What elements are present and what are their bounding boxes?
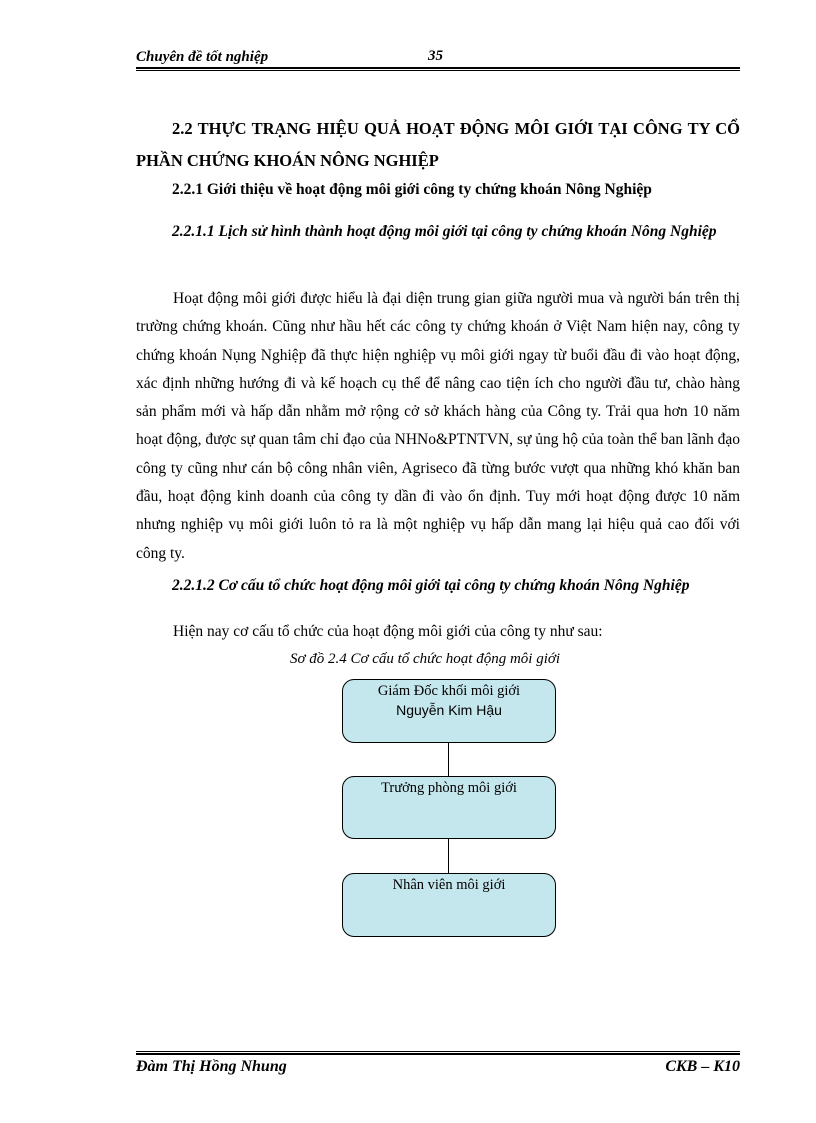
subsection-heading: 2.2.1 Giới thiệu về hoạt động môi giới công ty chứng khoán Nông Nghiệp	[172, 181, 652, 198]
org-box-staff-label: Nhân viên môi giới	[392, 877, 506, 893]
footer-divider	[136, 1051, 740, 1055]
footer-class-code: CKB – K10	[665, 1058, 740, 1075]
diagram-caption: Sơ đồ 2.4 Cơ cấu tổ chức hoạt động môi giới	[289, 651, 561, 667]
structure-intro-text: Hiện nay cơ cấu tổ chức của hoạt động môi giới của công ty như sau:	[173, 623, 603, 640]
subsubsection-title-history: 2.2.1.1 Lịch sử hình thành hoạt động môi giới tại công ty chứng khoán Nông Nghiệp	[172, 223, 717, 240]
header-doc-title: Chuyên đề tốt nghiệp	[136, 49, 269, 65]
org-box-head-of-department	[342, 776, 556, 839]
org-connector-1	[448, 743, 449, 776]
org-connector-2	[448, 839, 449, 873]
org-box-staff	[342, 873, 556, 937]
org-box-head-label: Trưởng phòng môi giới	[381, 780, 517, 796]
org-box-director-name: Nguyễn Kim Hậu	[396, 702, 502, 718]
org-box-director	[342, 679, 556, 743]
section-heading: 2.2 THỰC TRẠNG HIỆU QUẢ HOẠT ĐỘNG MÔI GIỚI TẠI CÔNG TY CỔ PHẦN CHỨNG KHOÁN NÔNG NGHIỆP	[136, 119, 740, 170]
footer-author: Đàm Thị Hồng Nhung	[136, 1058, 287, 1075]
subsubsection-title-structure: 2.2.1.2 Cơ cấu tổ chức hoạt động môi giới tại công ty chứng khoán Nông Nghiệp	[172, 577, 690, 594]
org-box-director-title: Giám Đốc khối môi giới	[377, 683, 521, 699]
header-page-number: 35	[428, 48, 443, 64]
body-paragraph: Hoạt động môi giới được hiểu là đại diện trung gian giữa người mua và người bán trên thị trường chứng khoán. Cũng như hầu hết các công ty chứng khoán ở Việt Nam hiện nay, công ty chứng khoán Nụng Nghiệp đã thực hiện nghiệp vụ môi giới ngay từ buổi đầu đi vào hoạt động, xác định những hướng đi và kế hoạch cụ thể để nâng cao tiện ích cho người đầu tư, chào hàng sản phẩm mới và hấp dẫn nhằm mở rộng cở sở khách hàng của Công ty. Trải qua hơn 10 năm hoạt động, được sự quan tâm chỉ đạo của NHNo&PTNTVN, sự ủng hộ của toàn thể ban lãnh đạo công ty cũng như cán bộ công nhân viên, Agriseco đã từng bước vượt qua những khó khăn ban đầu, hoạt động kinh doanh của công ty dần đi vào ổn định. Tuy mới hoạt động được 10 năm nhưng nghiệp vụ môi giới luôn tỏ ra là một nghiệp vụ hấp dẫn mang lại hiệu quả cao đối với công ty.	[136, 290, 740, 562]
header-divider	[136, 67, 740, 71]
